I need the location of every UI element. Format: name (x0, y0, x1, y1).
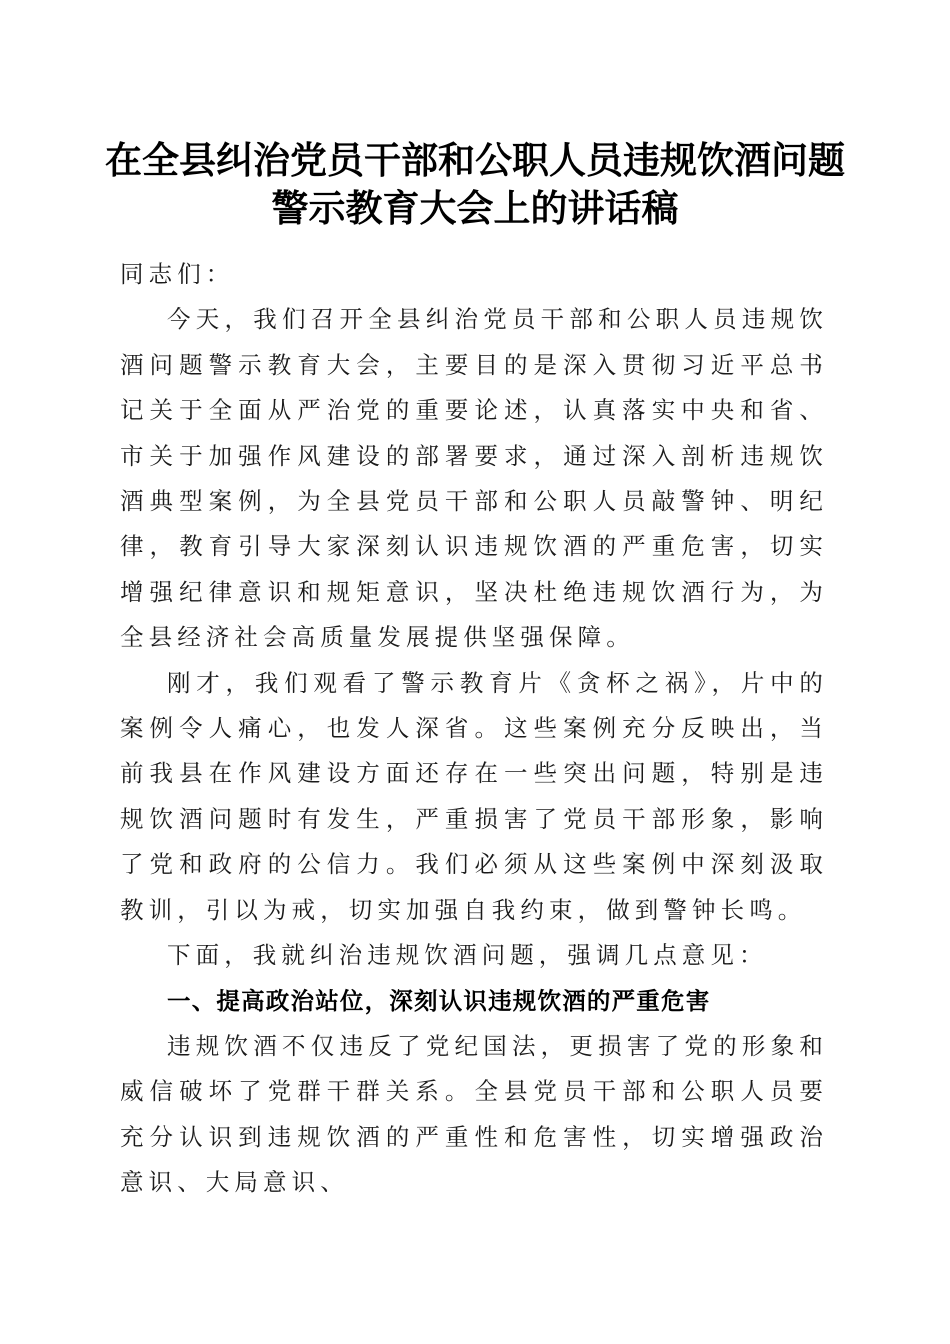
title-line-2: 警示教育大会上的讲话稿 (271, 186, 679, 230)
document-body (120, 252, 828, 1206)
paragraph-intro: 今天，我们召开全县纠治党员干部和公职人员违规饮酒问题警示教育大会，主要目的是深入贯彻习近平总书记关于全面从严治党的重要论述，认真落实中央和省、市关于加强作风建设的部署要求，通过深入剖析违规饮酒典型案例，为全县党员干部和公职人员敲警钟、明纪律，教育引导大家深刻认识违规饮酒的严重危害，切实增强纪律意识和规矩意识，坚决杜绝违规饮酒行为，为全县经济社会高质量发展提供坚强保障。 (120, 305, 828, 652)
paragraph-transition: 下面，我就纠治违规饮酒问题，强调几点意见： (167, 941, 768, 970)
section-heading-1: 一、提高政治站位，深刻认识违规饮酒的严重危害 (167, 986, 711, 1015)
paragraph-warning-film: 刚才，我们观看了警示教育片《贪杯之祸》，片中的案例令人痛心，也发人深省。这些案例充分反映出，当前我县在作风建设方面还存在一些突出问题，特别是违规饮酒问题时有发生，严重损害了党员干部形象，影响了党和政府的公信力。我们必须从这些案例中深刻汲取教训，引以为戒，切实加强自我约束，做到警钟长鸣。 (120, 668, 828, 924)
salutation: 同志们： (120, 260, 235, 288)
paragraph-section-1: 违规饮酒不仅违反了党纪国法，更损害了党的形象和威信破坏了党群干群关系。全县党员干部和公职人员要充分认识到违规饮酒的严重性和危害性，切实增强政治意识、大局意识、 (120, 1031, 828, 1197)
document-title (80, 136, 870, 232)
title-line-1: 在全县纠治党员干部和公职人员违规饮酒问题 (105, 138, 845, 182)
